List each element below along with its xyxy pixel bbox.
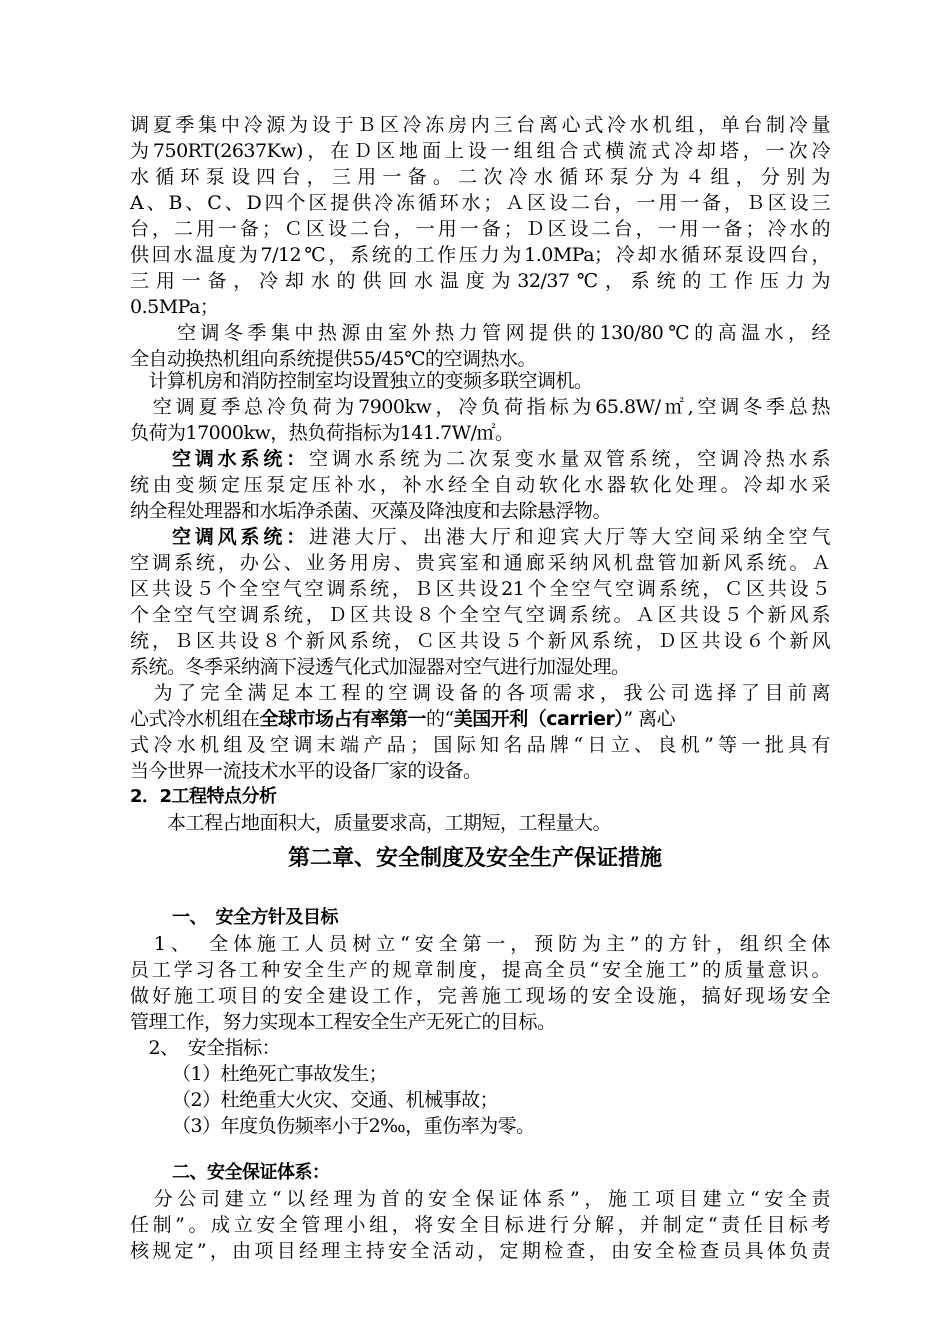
paragraph-line: 做好施工项目的安全建设工作，完善施工现场的安全设施，搞好现场安全 [130,985,830,1007]
paragraph-line: 系统。冬季采纳滴下浸透气化式加湿器对空气进行加湿处理。 [130,656,630,678]
paragraph-line: 式冷水机组及空调末端产品；国际知名品牌“日立、良机”等一批具有 [130,734,830,756]
paragraph-line: 空调水系统：空调水系统为二次泵变水量双管系统，空调冷热水系 [172,448,830,470]
paragraph-line: 空调风系统：进港大厅、出港大厅和迎宾大厅等大空间采纳全空气 [172,526,830,548]
paragraph-line: 本工程占地面积大，质量要求高，工期短，工程量大。 [130,812,612,834]
chapter-title: 第二章、安全制度及安全生产保证措施 [287,846,662,871]
paragraph-line: 区共设５个全空气空调系统，Ｂ区共设21个全空气空调系统，Ｃ区共设５ [130,578,830,600]
paragraph-line: 负荷为17000kw，热负荷指标为141.7W/㎡。 [130,422,514,444]
paragraph-line: 统由变频定压泵定压补水，补水经全自动软化水器软化处理。冷却水采 [130,474,830,496]
paragraph-line: 水循环泵设四台，三用一备。二次冷水循环泵分为４组，分别为 [130,166,830,188]
paragraph-line: 空调冬季集中热源由室外热力管网提供的130/80℃的高温水，经 [130,322,830,344]
paragraph-line: A、B、C、D四个区提供冷冻循环水；Ａ区设二台，一用一备，Ｂ区设三 [130,192,830,214]
paragraph-line: 全自动换热机组向系统提供55/45℃的空调热水。 [130,348,537,370]
paragraph-line: 调夏季集中冷源为设于Ｂ区冷冻房内三台离心式冷水机组，单台制冷量 [130,114,830,136]
section-label: 空调风系统： [172,526,310,548]
paragraph-line: 任制”。成立安全管理小组，将安全目标进行分解，并制定“责任目标考 [130,1214,830,1236]
list-item: 2、 安全指标： [130,1037,281,1059]
section-heading: 二、安全保证体系： [172,1162,330,1183]
emphasis-text: 全球市场占有率第一 [259,708,427,730]
paragraph-line: 统，Ｂ区共设８个新风系统，Ｃ区共设５个新风系统，Ｄ区共设６个新风 [130,630,830,652]
paragraph-line: 核规定”，由项目经理主持安全活动，定期检查，由安全检查员具体负责 [130,1240,830,1262]
paragraph-line: 管理工作，努力实现本工程安全生产无死亡的目标。 [130,1011,556,1033]
paragraph-line: 个全空气空调系统，Ｄ区共设８个全空气空调系统。Ａ区共设５个新风系 [130,604,830,626]
list-item: （1）杜绝死亡事故发生； [172,1063,388,1085]
list-item: （2）杜绝重大火灾、交通、机械事故； [172,1089,499,1111]
paragraph-line: 三用一备，冷却水的供回水温度为32/37℃，系统的工作压力为 [130,270,830,292]
section-heading: 2．2工程特点分析 [130,786,277,807]
paragraph-line: 纳全程处理器和水垢净杀菌、灭藻及降浊度和去除悬浮物。 [130,500,612,522]
section-heading: 一、 安全方针及目标 [172,907,338,928]
paragraph-line: 台，二用一备；Ｃ区设二台，一用一备；Ｄ区设二台，一用一备；冷水的 [130,218,830,240]
paragraph-line: 员工学习各工种安全生产的规章制度，提高全员“安全施工”的质量意识。 [130,959,830,981]
paragraph-line: 供回水温度为7/12℃，系统的工作压力为1.0MPa；冷却水循环泵设四台， [130,244,830,266]
paragraph-line: 心式冷水机组在全球市场占有率第一的“美国开利（carrier）” 离心 [130,708,676,730]
paragraph-line: 为了完全满足本工程的空调设备的各项需求，我公司选择了目前离 [130,682,830,704]
paragraph-line: 空调夏季总冷负荷为7900kw，冷负荷指标为65.8W/㎡,空调冬季总热 [130,396,830,418]
paragraph-line: 1、 全体施工人员树立“安全第一，预防为主”的方针，组织全体 [130,933,830,955]
section-label: 空调水系统： [172,448,310,470]
emphasis-text: 美国开利（carrier） [453,708,624,730]
paragraph-line: 计算机房和消防控制室均设置独立的变频多联空调机。 [130,370,593,392]
paragraph-line: 分公司建立“以经理为首的安全保证体系”，施工项目建立“安全责 [130,1188,830,1210]
paragraph-line: 0.5MPa； [130,296,219,318]
paragraph-line: 当今世界一流技术水平的设备厂家的设备。 [130,760,482,782]
list-item: （3）年度负伤频率小于2‰，重伤率为零。 [172,1115,535,1137]
paragraph-line: 为750RT(2637Kw)，在Ｄ区地面上设一组组合式横流式冷却塔，一次冷 [130,140,830,162]
paragraph-line: 空调系统，办公、业务用房、贵宾室和通廊采纳风机盘管加新风系统。Ａ [130,552,830,574]
